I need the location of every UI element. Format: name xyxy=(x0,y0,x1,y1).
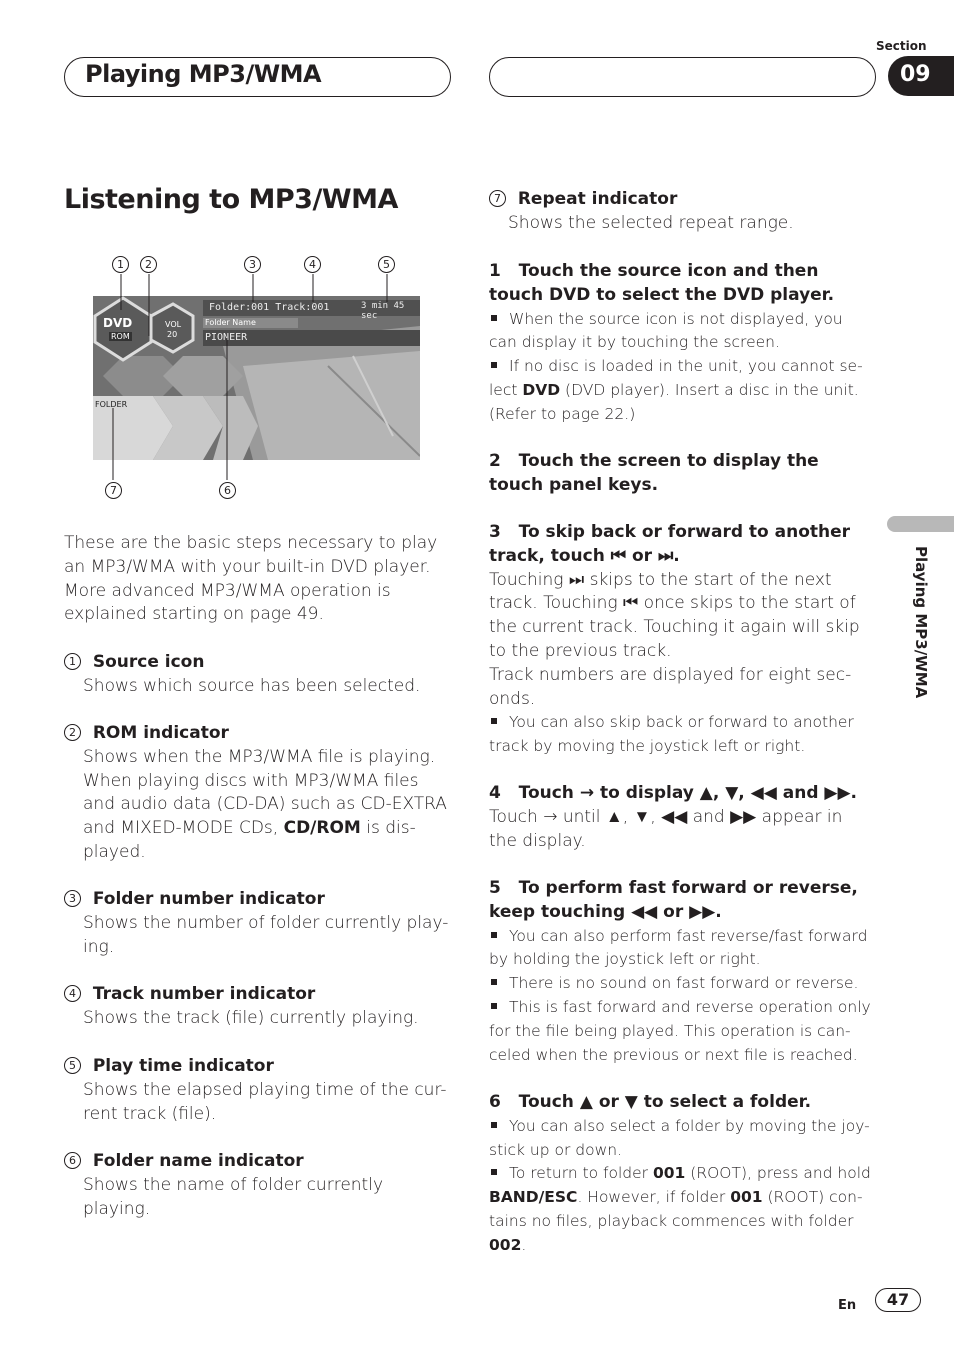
step-6 xyxy=(489,1091,874,1258)
item-title: Play time indicator xyxy=(92,1056,274,1076)
callout-6: 6 xyxy=(219,482,236,499)
step-title-text: Touch the source icon and then touch DVD to select the DVD player. xyxy=(489,261,835,305)
step-body: Track numbers are displayed for eight sec-onds. xyxy=(489,664,852,709)
note-text: (ROOT), press and hold xyxy=(685,1164,871,1183)
callout-3: 3 xyxy=(244,256,261,273)
step-note xyxy=(489,355,874,426)
screen-folder-name: PIONEER xyxy=(205,332,248,343)
step-note xyxy=(489,925,874,973)
step-number: 2 xyxy=(489,451,501,471)
screen-repeat-indicator: FOLDER xyxy=(95,400,128,409)
header-blank-frame xyxy=(489,57,876,97)
item-track-number xyxy=(64,983,454,1031)
figure-callouts-top xyxy=(108,256,408,276)
note-bold: DVD xyxy=(522,380,561,399)
side-tab-marker xyxy=(887,516,954,532)
note-text: To return to folder xyxy=(509,1164,653,1183)
item-desc: Shows the elapsed playing time of the cur-rent track (file). xyxy=(83,1079,447,1124)
item-desc-part: is dis-played. xyxy=(83,818,416,862)
step-title xyxy=(489,1091,874,1115)
step-title xyxy=(489,877,874,925)
note-text: You can also perform fast reverse/fast forward by holding the joystick left or right. xyxy=(489,926,868,969)
item-desc-part: Shows when the MP3/WMA file is playing. When playing discs with MP3/WMA files and audio data (CD-DA) such as CD-EXTRA and MIXED-MODE CDs, xyxy=(83,746,447,839)
step-note xyxy=(489,1115,874,1163)
bullet-icon xyxy=(491,1169,497,1175)
bullet-icon xyxy=(491,1122,497,1128)
bullet-icon xyxy=(491,932,497,938)
screen-vol-label: VOL xyxy=(165,320,182,329)
item-desc: Shows the selected repeat range. xyxy=(508,212,794,233)
step-4 xyxy=(489,782,874,853)
step-body: Touch → until ▲, ▼, ◀◀ and ▶▶ appear in the display. xyxy=(489,806,843,851)
section-number: 09 xyxy=(888,56,954,96)
callout-7: 7 xyxy=(105,482,122,499)
footer-language: En xyxy=(838,1298,857,1313)
page-number: 47 xyxy=(875,1288,921,1312)
item-folder-number xyxy=(64,888,454,959)
item-source-icon xyxy=(64,651,454,699)
screen-rom-indicator: ROM xyxy=(111,332,130,341)
screen-folder-name-label: Folder Name xyxy=(205,318,256,327)
step-2 xyxy=(489,450,874,498)
step-number: 6 xyxy=(489,1092,501,1112)
note-text: You can also select a folder by moving the joy-stick up or down. xyxy=(489,1116,870,1159)
item-rom-indicator xyxy=(64,722,454,865)
item-title: Folder name indicator xyxy=(92,1151,304,1171)
callout-1: 1 xyxy=(112,256,129,273)
step-note xyxy=(489,1162,874,1257)
step-1 xyxy=(489,260,874,427)
step-title xyxy=(489,782,874,806)
note-bold: BAND/ESC xyxy=(489,1188,578,1207)
item-desc: Shows the number of folder currently play-ing. xyxy=(83,912,449,957)
item-number: 4 xyxy=(64,985,81,1002)
intro-paragraph: These are the basic steps necessary to play an MP3/WMA with your built-in DVD player. More advanced MP3/WMA operation is explained starting on page 49. xyxy=(64,533,438,625)
callout-leader-lines xyxy=(93,274,413,480)
item-number: 2 xyxy=(64,724,81,741)
step-title-text: To skip back or forward to another track, touch ⏮ or ⏭. xyxy=(489,522,851,566)
step-number: 3 xyxy=(489,522,501,542)
step-number: 4 xyxy=(489,783,501,803)
bullet-icon xyxy=(491,362,497,368)
step-title xyxy=(489,260,874,308)
step-title-text: Touch the screen to display the touch panel keys. xyxy=(489,451,819,495)
note-text: . xyxy=(521,1235,527,1254)
note-text: There is no sound on fast forward or reverse. xyxy=(509,974,859,993)
item-number: 3 xyxy=(64,890,81,907)
step-title-text: Touch ▲ or ▼ to select a folder. xyxy=(518,1092,812,1112)
item-desc: Shows the track (file) currently playing. xyxy=(83,1007,419,1028)
step-title-text: Touch → to display ▲, ▼, ◀◀ and ▶▶. xyxy=(518,783,858,803)
item-desc: Shows the name of folder currently playing. xyxy=(83,1174,383,1219)
screen-folder-track: Folder:001 Track:001 xyxy=(209,302,330,313)
step-note xyxy=(489,711,874,759)
bullet-icon xyxy=(491,315,497,321)
note-text: . However, if folder xyxy=(577,1188,731,1207)
screen-vol-value: 20 xyxy=(167,330,178,339)
screen-dvd-source-icon: DVD xyxy=(103,316,133,330)
item-title: ROM indicator xyxy=(92,723,229,743)
callout-2: 2 xyxy=(140,256,157,273)
note-text: You can also skip back or forward to another track by moving the joystick left or right. xyxy=(489,713,854,756)
item-title: Source icon xyxy=(92,652,205,672)
bullet-icon xyxy=(491,1003,497,1009)
step-body: Touching ⏭ skips to the start of the next track. Touching ⏮ once skips to the start of the current track. Touching it again will skip to the previous track. xyxy=(489,569,860,661)
side-tab-text: Playing MP3/WMA xyxy=(912,546,930,699)
item-number: 6 xyxy=(64,1152,81,1169)
note-text: (ROOT) con-tains no files, playback commences with folder xyxy=(489,1188,863,1230)
step-title xyxy=(489,450,874,498)
item-number: 1 xyxy=(64,653,81,670)
section-label: Section xyxy=(876,39,927,53)
item-repeat-indicator xyxy=(489,188,874,236)
step-title xyxy=(489,521,874,569)
item-number: 7 xyxy=(489,190,506,207)
item-desc-bold: CD/ROM xyxy=(283,818,361,839)
bullet-icon xyxy=(491,979,497,985)
item-folder-name xyxy=(64,1150,454,1221)
callout-4: 4 xyxy=(304,256,321,273)
item-play-time xyxy=(64,1055,454,1126)
step-note xyxy=(489,972,874,996)
note-text: If no disc is loaded in the unit, you cannot se-lect xyxy=(489,357,863,399)
item-number: 5 xyxy=(64,1057,81,1074)
bullet-icon xyxy=(491,718,497,724)
note-bold: 001 xyxy=(730,1188,763,1207)
step-number: 5 xyxy=(489,878,501,898)
item-desc xyxy=(64,746,454,865)
screen-time: 3 min 45 sec xyxy=(361,301,405,321)
item-title: Track number indicator xyxy=(92,984,316,1004)
step-title-text: To perform fast forward or reverse, keep touching ◀◀ or ▶▶. xyxy=(489,878,858,922)
note-bold: 002 xyxy=(489,1235,522,1254)
step-note xyxy=(489,308,874,356)
note-text: This is fast forward and reverse operation only for the file being played. This operation is can-celed when the previous or next file is reached. xyxy=(489,997,871,1064)
note-bold: 001 xyxy=(652,1164,686,1183)
note-text: (DVD player). Insert a disc in the unit. (Refer to page 22.) xyxy=(489,380,859,423)
step-3 xyxy=(489,521,874,759)
item-desc: Shows which source has been selected. xyxy=(83,675,421,696)
page-title: Listening to MP3/WMA xyxy=(64,184,398,215)
step-note xyxy=(489,996,874,1067)
step-5 xyxy=(489,877,874,1067)
step-number: 1 xyxy=(489,261,501,281)
header-title: Playing MP3/WMA xyxy=(85,60,322,88)
callout-5: 5 xyxy=(378,256,395,273)
item-title: Repeat indicator xyxy=(517,189,678,209)
item-title: Folder number indicator xyxy=(92,889,325,909)
note-text: When the source icon is not displayed, you can display it by touching the screen. xyxy=(489,309,843,352)
